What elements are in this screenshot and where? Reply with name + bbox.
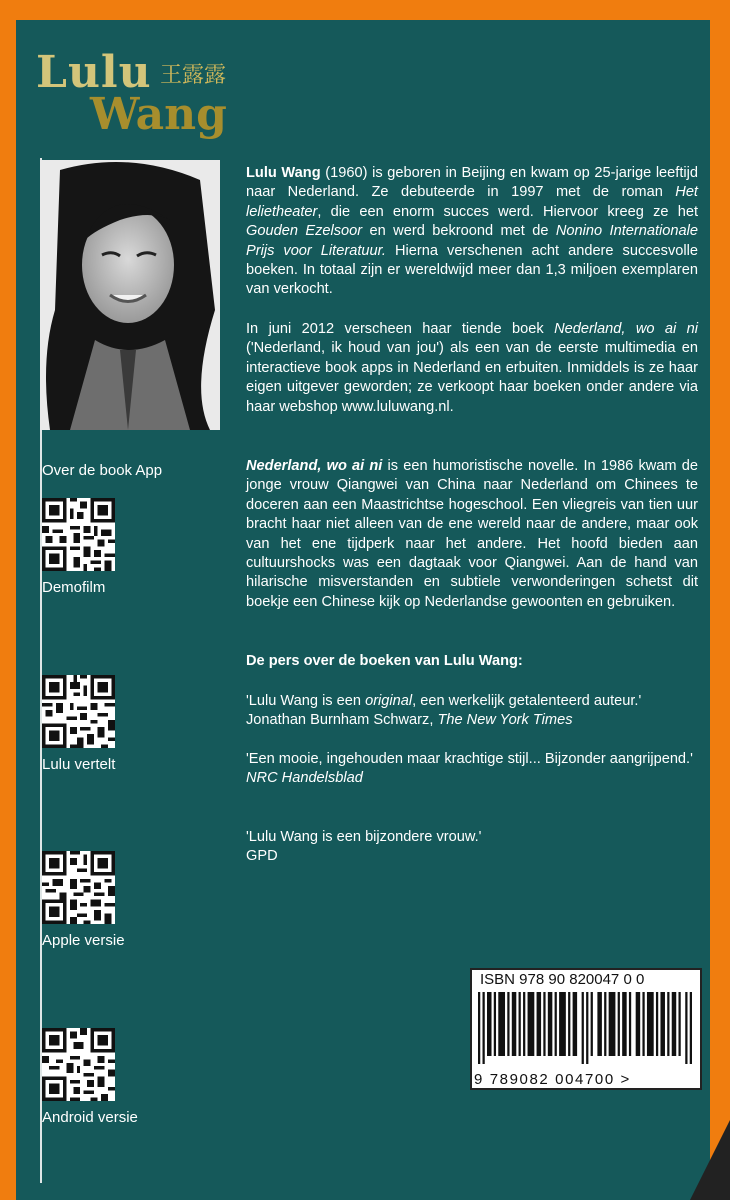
book-title: Nederland, wo ai ni xyxy=(246,458,383,474)
award-name: Gouden Ezelsoor xyxy=(246,223,363,240)
sidebar-item-lulu-vertelt[interactable]: Lulu vertelt xyxy=(42,756,116,773)
description-text: is een humoristische novelle. In 1986 kwam de jonge vrouw Qiangwei van China naar Nederland om Chinees te doceren aan een Maastrichtse hogeschool. Een vliegreis van tien uur bracht haar niet alleen van de ene wereld naar de andere, maar ook van het ene tijdperk naar het andere. Het hoofd bieden aan cultuurshocks was een dagtaak voor Qiangwei. Aan de hand van hilarische misverstanden en subtiele verwonderingen schetst dit boekje een Chinese kijk op Nederlandse gewoonten en gebruiken. xyxy=(246,458,698,610)
logo-last-name: Wang xyxy=(90,89,227,140)
isbn-barcode xyxy=(470,968,702,1090)
quote-text: 'Lulu Wang is een xyxy=(246,693,366,709)
author-logo xyxy=(36,47,227,140)
qr-code-android[interactable] xyxy=(42,1028,115,1101)
award-name: Nonino Internationale Prijs voor Literatuur. xyxy=(246,223,698,259)
qr-code-apple[interactable] xyxy=(42,851,115,924)
logo-first-name: Lulu xyxy=(36,47,152,98)
quote-text: 'Een mooie, ingehouden maar krachtige stijl... Bijzonder aangrijpend.' xyxy=(246,751,693,767)
sidebar-item-about-app[interactable]: Over de book App xyxy=(42,462,163,479)
barcode-number: 9 789082 004700 > xyxy=(474,1071,631,1088)
cover-corner-shadow xyxy=(690,1120,730,1200)
isbn-label: ISBN 978 90 820047 0 0 xyxy=(480,971,645,988)
bio-text: en werd bekroond met de xyxy=(362,223,556,240)
qr-code-demofilm[interactable] xyxy=(42,498,115,571)
qr-code-lulu-vertelt[interactable] xyxy=(42,675,115,748)
book-back-cover xyxy=(16,20,710,1200)
bio-text: (1960) is geboren in Beijing en kwam op 25-jarige leeftijd naar Nederland. Ze debuteerde in 1997 met de roman xyxy=(246,165,699,201)
press-heading: De pers over de boeken van Lulu Wang: xyxy=(246,653,523,669)
sidebar-item-android[interactable]: Android versie xyxy=(42,1109,138,1126)
quote-source-publication: NRC Handelsblad xyxy=(246,770,363,787)
quote-source: GPD xyxy=(246,848,278,865)
bio-text: ('Nederland, ik houd van jou') als een van de eerste multimedia en interactieve book apps in Nederland en erbuiten. Inmiddels is ze haar eigen uitgever geworden; ze verkoopt haar boeken onder andere via haar webshop www.luluwang.nl. xyxy=(246,340,698,415)
book-title: Het lelietheater xyxy=(246,184,698,220)
quote-source-publication: The New York Times xyxy=(437,712,573,729)
author-portrait xyxy=(40,160,220,430)
sidebar-item-apple[interactable]: Apple versie xyxy=(42,932,125,949)
press-quote-3 xyxy=(246,828,698,867)
book-description xyxy=(246,457,698,612)
quote-text: 'Lulu Wang is een bijzondere vrouw.' xyxy=(246,829,482,845)
quote-source: Jonathan Burnham Schwarz, xyxy=(246,712,438,729)
logo-chinese-name: 王露露 xyxy=(160,63,227,88)
press-section xyxy=(246,652,698,671)
quote-text: , een werkelijk getalenteerd auteur.' xyxy=(412,693,642,709)
quote-emphasis: original xyxy=(365,693,413,709)
sidebar-item-demofilm[interactable]: Demofilm xyxy=(42,579,106,596)
author-name: Lulu Wang xyxy=(246,165,321,181)
press-quote-1 xyxy=(246,692,698,731)
barcode-bars xyxy=(478,992,692,1064)
press-quote-2 xyxy=(246,750,698,789)
book-title: Nederland, wo ai ni xyxy=(554,321,699,337)
author-bio-paragraph-2 xyxy=(246,320,698,417)
bio-text: In juni 2012 verscheen haar tiende boek xyxy=(246,321,555,337)
bio-text: , die een enorm succes werd. Hiervoor kreeg ze het xyxy=(317,203,698,220)
author-bio-paragraph-1 xyxy=(246,164,698,300)
bio-text: Hierna verschenen acht andere succesvolle boeken. In totaal zijn er wereldwijd meer dan 1,3 miljoen exemplaren van verkocht. xyxy=(246,242,698,298)
